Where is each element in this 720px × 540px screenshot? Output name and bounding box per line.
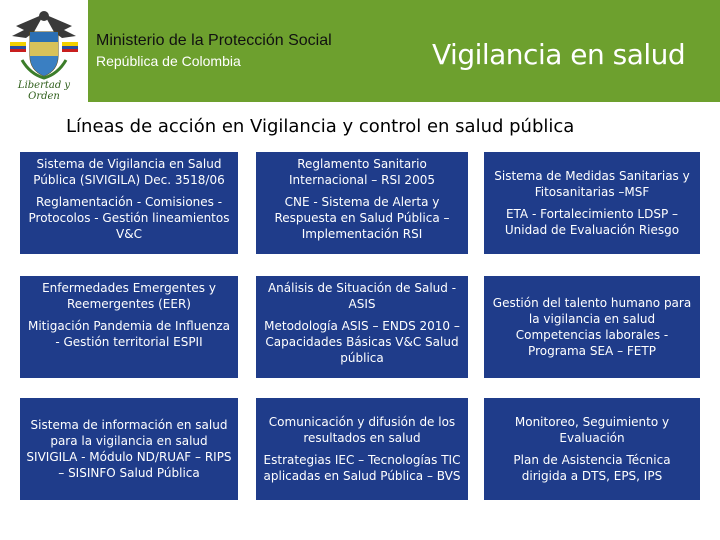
card-title: Reglamento Sanitario Internacional – RSI 2005 [289,157,435,187]
card-comunicacion [256,398,468,500]
card-detail: Competencias laborales - Programa SEA – FETP [515,328,669,358]
card-title: Análisis de Situación de Salud -ASIS [267,281,457,311]
card-detail: Mitigación Pandemia de Influenza - Gestión territorial ESPII [27,319,230,349]
card-title: Sistema de Medidas Sanitarias y Fitosanitarias –MSF [494,169,690,199]
ministry-title: Ministerio de la Protección Social [96,32,332,49]
card-detail: Metodología ASIS – ENDS 2010 – Capacidades Básicas V&C Salud pública [264,319,460,365]
card-sistema-informacion [20,398,238,500]
card-title: Sistema de Vigilancia en Salud Pública (SIVIGILA) Dec. 3518/06 [33,157,225,187]
card-detail: CNE - Sistema de Alerta y Respuesta en Salud Pública – Implementación RSI [274,195,450,241]
card-title: Enfermedades Emergentes y Reemergentes (EER) [42,281,216,311]
card-title: Gestión del talento humano para la vigilancia en salud [492,296,692,326]
card-talento-humano [484,276,700,378]
card-title: Monitoreo, Seguimiento y Evaluación [514,415,670,445]
card-title: Sistema de información en salud para la vigilancia en salud [30,418,228,448]
card-monitoreo [484,398,700,500]
card-rsi [256,152,468,254]
page-title: Líneas de acción en Vigilancia y control en salud pública [66,116,575,137]
republic-subtitle: República de Colombia [96,53,241,69]
card-sivigila [20,152,238,254]
card-detail: Plan de Asistencia Técnica dirigida a DTS, EPS, IPS [513,453,671,483]
card-detail: Estrategias IEC – Tecnologías TIC aplicadas en Salud Pública – BVS [263,453,461,483]
header [0,0,720,102]
card-detail: SIVIGILA - Módulo ND/RUAF – RIPS – SISINFO Salud Pública [26,450,232,480]
card-msf [484,152,700,254]
logo [0,0,88,102]
colombia-coat-of-arms-icon [4,6,84,80]
card-eer [20,276,238,378]
motto: Libertad y Orden [17,80,71,102]
card-asis [256,276,468,378]
card-title: Comunicación y difusión de los resultados en salud [268,415,456,445]
card-detail: Reglamentación - Comisiones - Protocolos - Gestión lineamientos V&C [28,195,230,241]
card-detail: ETA - Fortalecimiento LDSP – Unidad de Evaluación Riesgo [504,207,680,237]
brand-title: Vigilancia en salud [432,38,686,71]
